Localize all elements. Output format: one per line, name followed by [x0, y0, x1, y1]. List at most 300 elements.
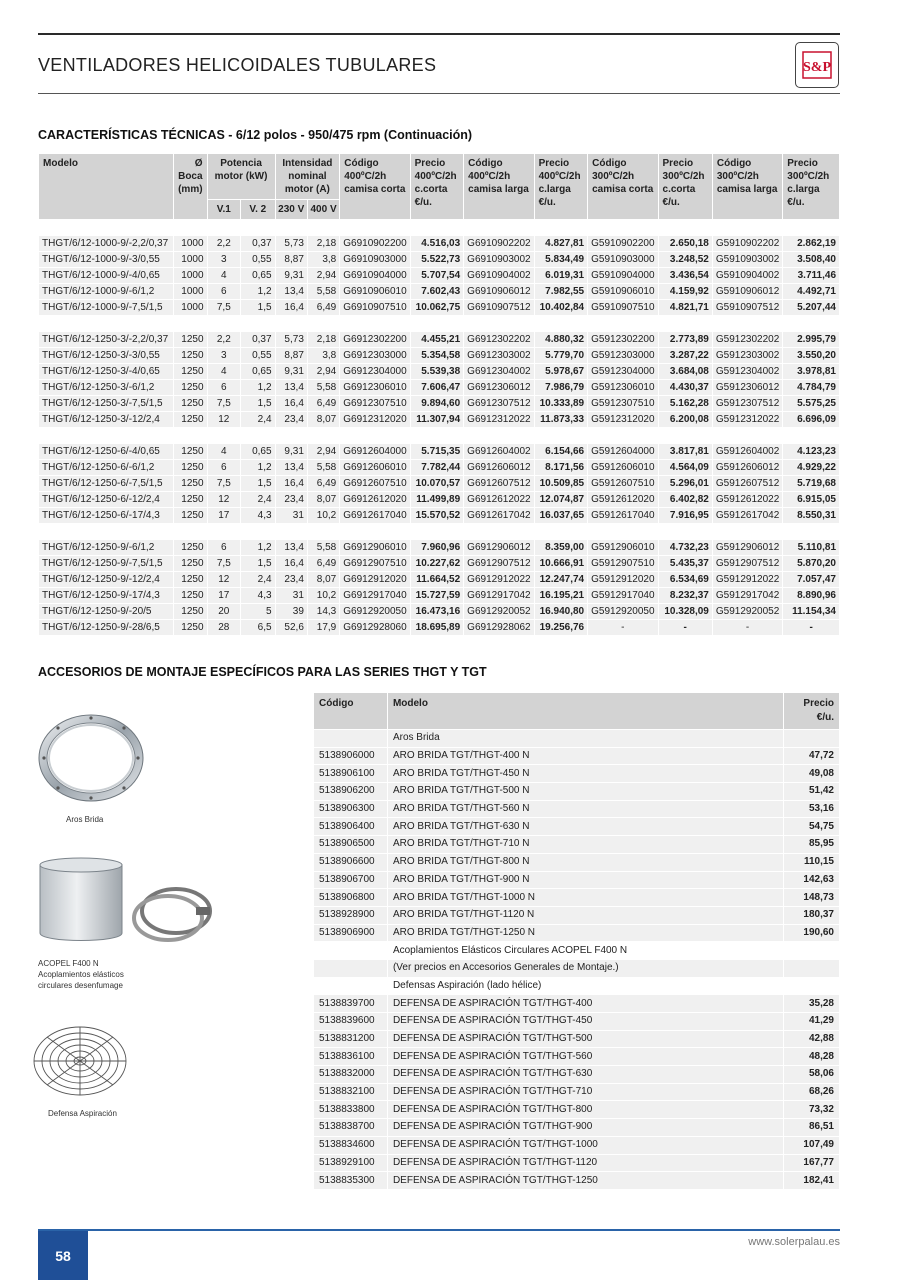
- cell-i230: 9,31: [275, 444, 307, 460]
- cell-codigo: 5138836100: [314, 1048, 388, 1066]
- cell-precio: 42,88: [784, 1030, 840, 1048]
- cell-codigo-300-corta: G5910903000: [588, 252, 658, 268]
- cell-precio-400-corta: 10.062,75: [410, 300, 464, 316]
- cell-i230: 13,4: [275, 380, 307, 396]
- table-row: [314, 836, 840, 854]
- cell-codigo-300-corta: G5912306010: [588, 380, 658, 396]
- cell-codigo-300-larga: G5912307512: [712, 396, 782, 412]
- cell-v2: 0,55: [241, 348, 275, 364]
- cell-boca: 1250: [173, 572, 207, 588]
- cell-modelo: ARO BRIDA TGT/THGT-1250 N: [387, 924, 783, 942]
- cell-precio-400-corta: 7.960,96: [410, 540, 464, 556]
- cell-i230: 23,4: [275, 492, 307, 508]
- cell-precio-300-larga: 8.890,96: [783, 588, 840, 604]
- cell-v1: 2,2: [207, 332, 241, 348]
- cell-v2: 1,2: [241, 540, 275, 556]
- cell-modelo: THGT/6/12-1250-9/-20/5: [39, 604, 174, 620]
- cell-i400: 3,8: [307, 348, 339, 364]
- cell-modelo: THGT/6/12-1250-3/-12/2,4: [39, 412, 174, 428]
- table-row: [39, 604, 840, 620]
- cell-codigo-400-corta: G6912912020: [340, 572, 410, 588]
- caption-defensa: Defensa Aspiración: [48, 1109, 117, 1118]
- cell-codigo-300-corta: G5912920050: [588, 604, 658, 620]
- table-row: [314, 783, 840, 801]
- cell-precio-400-corta: 10.070,57: [410, 476, 464, 492]
- cell-v1: 3: [207, 348, 241, 364]
- cell-codigo-400-larga: G6912306012: [464, 380, 534, 396]
- cell-codigo-400-corta: G6912906010: [340, 540, 410, 556]
- cell-i230: 16,4: [275, 556, 307, 572]
- cell-modelo: ARO BRIDA TGT/THGT-560 N: [387, 800, 783, 818]
- cell-modelo: DEFENSA DE ASPIRACIÓN TGT/THGT-500: [387, 1030, 783, 1048]
- cell-precio: 51,42: [784, 783, 840, 801]
- defensa-aspiracion-image: [30, 1022, 130, 1105]
- cell-codigo-400-corta: G6910904000: [340, 268, 410, 284]
- cell-precio-300-corta: 8.232,37: [658, 588, 712, 604]
- cell-precio-300-larga: -: [783, 620, 840, 636]
- cell-codigo-400-corta: G6912306010: [340, 380, 410, 396]
- table-row: [314, 747, 840, 765]
- cell-codigo-300-corta: G5912617040: [588, 508, 658, 524]
- cell-codigo: 5138832100: [314, 1083, 388, 1101]
- cell-i400: 2,94: [307, 268, 339, 284]
- cell-i400: 6,49: [307, 396, 339, 412]
- cell-i400: 5,58: [307, 460, 339, 476]
- cell-precio: 180,37: [784, 906, 840, 924]
- cell-v2: 2,4: [241, 572, 275, 588]
- cell-precio: 49,08: [784, 765, 840, 783]
- cell-empty: [784, 977, 840, 995]
- cell-modelo: ARO BRIDA TGT/THGT-500 N: [387, 783, 783, 801]
- cell-precio: 190,60: [784, 924, 840, 942]
- cell-v1: 17: [207, 588, 241, 604]
- cell-v2: 0,65: [241, 364, 275, 380]
- cell-precio: 85,95: [784, 836, 840, 854]
- cell-v1: 17: [207, 508, 241, 524]
- cell-codigo-300-larga: G5910906012: [712, 284, 782, 300]
- cell-codigo-300-corta: G5912303000: [588, 348, 658, 364]
- cell-precio-400-larga: 6.019,31: [534, 268, 588, 284]
- cell-modelo: THGT/6/12-1250-3/-4/0,65: [39, 364, 174, 380]
- cell-precio: 68,26: [784, 1083, 840, 1101]
- cell-i230: 13,4: [275, 460, 307, 476]
- cell-codigo-400-larga: G6912617042: [464, 508, 534, 524]
- cell-codigo-400-corta: G6912920050: [340, 604, 410, 620]
- cell-codigo: 5138906700: [314, 871, 388, 889]
- cell-i400: 3,8: [307, 252, 339, 268]
- cell-modelo: ARO BRIDA TGT/THGT-400 N: [387, 747, 783, 765]
- cell-codigo-400-corta: G6912606010: [340, 460, 410, 476]
- cell-i400: 8,07: [307, 412, 339, 428]
- cell-v2: 0,37: [241, 332, 275, 348]
- table-row: [314, 1154, 840, 1172]
- cell-codigo-300-corta: G5910904000: [588, 268, 658, 284]
- note-row: [314, 942, 840, 960]
- cell-codigo: 5138831200: [314, 1030, 388, 1048]
- cell-codigo-300-corta: G5912304000: [588, 364, 658, 380]
- cell-v1: 12: [207, 572, 241, 588]
- cell-codigo-400-larga: G6912302202: [464, 332, 534, 348]
- brand-logo: [795, 42, 839, 88]
- cell-modelo: THGT/6/12-1250-6/-6/1,2: [39, 460, 174, 476]
- section-title-specs: CARACTERÍSTICAS TÉCNICAS - 6/12 polos - 950/475 rpm (Continuación): [38, 128, 473, 142]
- cell-modelo: THGT/6/12-1250-3/-2,2/0,37: [39, 332, 174, 348]
- cell-codigo-300-corta: G5912906010: [588, 540, 658, 556]
- cell-codigo-300-corta: G5912606010: [588, 460, 658, 476]
- cell-v2: 4,3: [241, 508, 275, 524]
- table-row: [39, 300, 840, 316]
- cell-modelo: DEFENSA DE ASPIRACIÓN TGT/THGT-400: [387, 995, 783, 1013]
- cell-precio-300-corta: 3.684,08: [658, 364, 712, 380]
- cell-i400: 5,58: [307, 380, 339, 396]
- cell-empty: [784, 959, 840, 977]
- cell-codigo: 5138906000: [314, 747, 388, 765]
- cell-i400: 2,18: [307, 332, 339, 348]
- cell-boca: 1250: [173, 556, 207, 572]
- cell-i230: 23,4: [275, 572, 307, 588]
- cell-codigo-400-corta: G6912917040: [340, 588, 410, 604]
- cell-codigo-400-larga: G6912303002: [464, 348, 534, 364]
- caption-aros-brida: Aros Brida: [66, 815, 104, 824]
- cell-i400: 17,9: [307, 620, 339, 636]
- note-row: [314, 977, 840, 995]
- cell-v2: 2,4: [241, 412, 275, 428]
- col-precio-400-corta: Precio 400ºC/2h c.corta €/u.: [410, 154, 464, 220]
- cell-codigo-400-corta: G6912304000: [340, 364, 410, 380]
- cell-v2: 0,37: [241, 236, 275, 252]
- cell-i230: 8,87: [275, 348, 307, 364]
- cell-i400: 2,18: [307, 236, 339, 252]
- cell-v1: 12: [207, 492, 241, 508]
- cell-codigo: 5138834600: [314, 1136, 388, 1154]
- cell-i230: 16,4: [275, 476, 307, 492]
- cell-codigo-400-corta: G6912302200: [340, 332, 410, 348]
- cell-precio-400-corta: 18.695,89: [410, 620, 464, 636]
- cell-codigo-300-corta: G5912307510: [588, 396, 658, 412]
- cell-codigo: 5138928900: [314, 906, 388, 924]
- cell-precio-300-larga: 5.575,25: [783, 396, 840, 412]
- cell-codigo-300-corta: G5912907510: [588, 556, 658, 572]
- cell-v1: 4: [207, 268, 241, 284]
- col-intensidad: Intensidad nominal motor (A): [275, 154, 340, 200]
- cell-precio-400-corta: 4.516,03: [410, 236, 464, 252]
- cell-precio-400-larga: 8.359,00: [534, 540, 588, 556]
- cell-precio-300-corta: 4.430,37: [658, 380, 712, 396]
- table-row: [314, 1030, 840, 1048]
- cell-i400: 8,07: [307, 492, 339, 508]
- table-row: [314, 818, 840, 836]
- cell-v1: 7,5: [207, 476, 241, 492]
- cell-precio-400-corta: 15.727,59: [410, 588, 464, 604]
- cell-precio-400-corta: 11.664,52: [410, 572, 464, 588]
- cell-v1: 7,5: [207, 300, 241, 316]
- cell-precio-400-corta: 5.707,54: [410, 268, 464, 284]
- cell-v2: 0,65: [241, 268, 275, 284]
- cell-precio-300-corta: 5.162,28: [658, 396, 712, 412]
- cell-v1: 28: [207, 620, 241, 636]
- cell-empty: [314, 730, 388, 748]
- cell-precio-300-larga: 8.550,31: [783, 508, 840, 524]
- cell-precio-300-larga: 3.711,46: [783, 268, 840, 284]
- cell-modelo: DEFENSA DE ASPIRACIÓN TGT/THGT-450: [387, 1013, 783, 1031]
- table-row: [39, 364, 840, 380]
- table-row: [39, 476, 840, 492]
- table-row: [314, 1083, 840, 1101]
- cell-codigo-300-larga: G5912906012: [712, 540, 782, 556]
- cell-codigo-400-larga: G6912312022: [464, 412, 534, 428]
- cell-codigo-400-larga: G6912906012: [464, 540, 534, 556]
- cell-v2: 4,3: [241, 588, 275, 604]
- table-row: [314, 1119, 840, 1137]
- cell-precio-300-larga: 5.719,68: [783, 476, 840, 492]
- cell-subheader: (Ver precios en Accesorios Generales de Montaje.): [387, 959, 783, 977]
- cell-modelo: THGT/6/12-1250-9/-6/1,2: [39, 540, 174, 556]
- cell-codigo-300-corta: G5912607510: [588, 476, 658, 492]
- cell-codigo-400-larga: G6912917042: [464, 588, 534, 604]
- table-row: [314, 1172, 840, 1190]
- col-codigo-300-larga: Código 300ºC/2h camisa larga: [712, 154, 782, 220]
- cell-precio-400-corta: 5.354,58: [410, 348, 464, 364]
- cell-modelo: THGT/6/12-1000-9/-6/1,2: [39, 284, 174, 300]
- cell-modelo: THGT/6/12-1250-3/-3/0,55: [39, 348, 174, 364]
- cell-boca: 1250: [173, 412, 207, 428]
- cell-codigo-300-larga: G5912312022: [712, 412, 782, 428]
- cell-precio-300-corta: 4.564,09: [658, 460, 712, 476]
- cell-codigo-300-larga: G5912304002: [712, 364, 782, 380]
- cell-codigo-300-corta: G5912604000: [588, 444, 658, 460]
- cell-precio-300-corta: 6.402,82: [658, 492, 712, 508]
- cell-precio: 41,29: [784, 1013, 840, 1031]
- cell-precio: 35,28: [784, 995, 840, 1013]
- cell-v1: 6: [207, 284, 241, 300]
- cell-precio-400-larga: 10.666,91: [534, 556, 588, 572]
- cell-precio-300-larga: 11.154,34: [783, 604, 840, 620]
- aro-brida-image: [36, 700, 146, 815]
- cell-i400: 6,49: [307, 556, 339, 572]
- cell-precio-300-corta: 3.817,81: [658, 444, 712, 460]
- cell-codigo-400-larga: G6912606012: [464, 460, 534, 476]
- table-row: [39, 508, 840, 524]
- cell-i230: 16,4: [275, 396, 307, 412]
- cell-precio-400-larga: 7.982,55: [534, 284, 588, 300]
- cell-modelo: THGT/6/12-1250-6/-12/2,4: [39, 492, 174, 508]
- cell-v1: 7,5: [207, 556, 241, 572]
- table-row: [39, 412, 840, 428]
- cell-modelo: THGT/6/12-1250-9/-12/2,4: [39, 572, 174, 588]
- table-row: [314, 1013, 840, 1031]
- cell-boca: 1250: [173, 476, 207, 492]
- col-precio-300-larga: Precio 300ºC/2h c.larga €/u.: [783, 154, 840, 220]
- cell-empty: [314, 959, 388, 977]
- cell-modelo: THGT/6/12-1250-3/-6/1,2: [39, 380, 174, 396]
- cell-precio-300-larga: 5.207,44: [783, 300, 840, 316]
- cell-precio-300-larga: 5.870,20: [783, 556, 840, 572]
- cell-modelo: THGT/6/12-1250-3/-7,5/1,5: [39, 396, 174, 412]
- cell-precio-300-larga: 4.784,79: [783, 380, 840, 396]
- cell-codigo-300-corta: G5912302200: [588, 332, 658, 348]
- cell-precio: 73,32: [784, 1101, 840, 1119]
- cell-v2: 0,65: [241, 444, 275, 460]
- cell-i230: 13,4: [275, 540, 307, 556]
- cell-codigo-400-larga: G6912304002: [464, 364, 534, 380]
- cell-boca: 1250: [173, 380, 207, 396]
- cell-precio-400-larga: 10.333,89: [534, 396, 588, 412]
- cell-boca: 1250: [173, 604, 207, 620]
- cell-v1: 3: [207, 252, 241, 268]
- subheader-row: [314, 730, 840, 748]
- cell-i230: 5,73: [275, 332, 307, 348]
- cell-codigo-400-corta: G6912617040: [340, 508, 410, 524]
- table-row: [39, 348, 840, 364]
- table-row: [314, 853, 840, 871]
- cell-codigo: 5138906800: [314, 889, 388, 907]
- cell-codigo-400-corta: G6910906010: [340, 284, 410, 300]
- cell-codigo: 5138906200: [314, 783, 388, 801]
- cell-codigo-400-larga: G6910904002: [464, 268, 534, 284]
- cell-precio-300-larga: 6.915,05: [783, 492, 840, 508]
- cell-codigo-300-larga: G5912920052: [712, 604, 782, 620]
- col-modelo: Modelo: [387, 693, 783, 730]
- cell-precio-300-larga: 2.862,19: [783, 236, 840, 252]
- cell-precio-400-larga: 10.402,84: [534, 300, 588, 316]
- cell-i400: 8,07: [307, 572, 339, 588]
- cell-boca: 1000: [173, 284, 207, 300]
- cell-codigo-400-larga: G6912307512: [464, 396, 534, 412]
- cell-i400: 14,3: [307, 604, 339, 620]
- cell-precio-400-larga: 16.940,80: [534, 604, 588, 620]
- cell-precio-300-larga: 7.057,47: [783, 572, 840, 588]
- table-row: [314, 906, 840, 924]
- cell-modelo: DEFENSA DE ASPIRACIÓN TGT/THGT-1120: [387, 1154, 783, 1172]
- cell-precio-300-corta: 6.200,08: [658, 412, 712, 428]
- subheader-row: [314, 959, 840, 977]
- cell-precio-300-corta: 4.159,92: [658, 284, 712, 300]
- cell-modelo: ARO BRIDA TGT/THGT-630 N: [387, 818, 783, 836]
- cell-precio-400-corta: 5.522,73: [410, 252, 464, 268]
- cell-precio-400-larga: 12.074,87: [534, 492, 588, 508]
- group-spacer: [39, 220, 840, 236]
- cell-i230: 13,4: [275, 284, 307, 300]
- cell-precio-400-larga: 5.978,67: [534, 364, 588, 380]
- cell-modelo: THGT/6/12-1250-6/-17/4,3: [39, 508, 174, 524]
- col-modelo: Modelo: [39, 154, 174, 220]
- cell-precio-300-corta: -: [658, 620, 712, 636]
- table-row: [39, 380, 840, 396]
- cell-precio-300-corta: 5.435,37: [658, 556, 712, 572]
- table-row: [39, 332, 840, 348]
- cell-codigo: 5138839600: [314, 1013, 388, 1031]
- cell-precio-400-larga: 5.779,70: [534, 348, 588, 364]
- cell-modelo: THGT/6/12-1250-9/-7,5/1,5: [39, 556, 174, 572]
- cell-boca: 1000: [173, 236, 207, 252]
- cell-v2: 6,5: [241, 620, 275, 636]
- cell-precio-400-larga: 16.195,21: [534, 588, 588, 604]
- cell-codigo-300-larga: G5912306012: [712, 380, 782, 396]
- cell-modelo: ARO BRIDA TGT/THGT-450 N: [387, 765, 783, 783]
- cell-codigo-400-larga: G6912907512: [464, 556, 534, 572]
- cell-codigo: 5138906400: [314, 818, 388, 836]
- cell-precio-300-corta: 6.534,69: [658, 572, 712, 588]
- cell-precio-300-larga: 6.696,09: [783, 412, 840, 428]
- cell-boca: 1000: [173, 300, 207, 316]
- table-row: [314, 1136, 840, 1154]
- cell-v2: 1,2: [241, 460, 275, 476]
- cell-v1: 6: [207, 380, 241, 396]
- footer-url: www.solerpalau.es: [748, 1236, 840, 1248]
- cell-codigo-300-larga: G5912907512: [712, 556, 782, 572]
- cell-boca: 1250: [173, 332, 207, 348]
- cell-precio-300-corta: 5.296,01: [658, 476, 712, 492]
- specs-table-body: [39, 220, 840, 636]
- col-codigo-300-corta: Código 300ºC/2h camisa corta: [588, 154, 658, 220]
- cell-precio-300-corta: 2.773,89: [658, 332, 712, 348]
- cell-precio-300-corta: 7.916,95: [658, 508, 712, 524]
- cell-codigo-300-larga: G5912912022: [712, 572, 782, 588]
- cell-precio-300-larga: 5.110,81: [783, 540, 840, 556]
- cell-modelo: THGT/6/12-1000-9/-4/0,65: [39, 268, 174, 284]
- cell-modelo: DEFENSA DE ASPIRACIÓN TGT/THGT-560: [387, 1048, 783, 1066]
- table-row: [39, 540, 840, 556]
- cell-precio-400-larga: 16.037,65: [534, 508, 588, 524]
- accessories-table-body: [314, 730, 840, 1190]
- cell-precio-300-larga: 4.929,22: [783, 460, 840, 476]
- cell-codigo-400-larga: G6910903002: [464, 252, 534, 268]
- cell-boca: 1000: [173, 268, 207, 284]
- table-row: [39, 444, 840, 460]
- cell-precio-300-corta: 3.436,54: [658, 268, 712, 284]
- cell-codigo-400-corta: G6910903000: [340, 252, 410, 268]
- cell-precio-400-corta: 7.602,43: [410, 284, 464, 300]
- cell-boca: 1250: [173, 364, 207, 380]
- cell-v2: 5: [241, 604, 275, 620]
- cell-boca: 1250: [173, 444, 207, 460]
- cell-v2: 1,2: [241, 380, 275, 396]
- cell-modelo: ARO BRIDA TGT/THGT-1000 N: [387, 889, 783, 907]
- cell-precio-400-corta: 7.606,47: [410, 380, 464, 396]
- cell-precio: 48,28: [784, 1048, 840, 1066]
- cell-modelo: ARO BRIDA TGT/THGT-710 N: [387, 836, 783, 854]
- cell-codigo-300-corta: G5912312020: [588, 412, 658, 428]
- cell-precio: 142,63: [784, 871, 840, 889]
- cell-precio-400-larga: 8.171,56: [534, 460, 588, 476]
- cell-i230: 8,87: [275, 252, 307, 268]
- cell-v1: 4: [207, 364, 241, 380]
- cell-modelo: ARO BRIDA TGT/THGT-800 N: [387, 853, 783, 871]
- cell-codigo-300-larga: G5910903002: [712, 252, 782, 268]
- acopel-image: [36, 853, 216, 958]
- caption-acopel-title: ACOPEL F400 N: [38, 959, 99, 968]
- cell-codigo-400-larga: G6912920052: [464, 604, 534, 620]
- cell-precio-400-corta: 16.473,16: [410, 604, 464, 620]
- col-230v: 230 V: [275, 200, 307, 220]
- cell-v1: 6: [207, 460, 241, 476]
- cell-i230: 52,6: [275, 620, 307, 636]
- cell-boca: 1000: [173, 252, 207, 268]
- table-row: [314, 1101, 840, 1119]
- cell-v1: 7,5: [207, 396, 241, 412]
- caption-acopel-desc1: Acoplamientos elásticos: [38, 970, 124, 979]
- cell-codigo-300-larga: G5910904002: [712, 268, 782, 284]
- cell-codigo-400-corta: G6912303000: [340, 348, 410, 364]
- cell-codigo: 5138906600: [314, 853, 388, 871]
- cell-codigo-400-corta: G6910907510: [340, 300, 410, 316]
- cell-precio-400-larga: 4.880,32: [534, 332, 588, 348]
- cell-i400: 6,49: [307, 476, 339, 492]
- col-codigo: Código: [314, 693, 388, 730]
- cell-precio-400-corta: 5.715,35: [410, 444, 464, 460]
- cell-modelo: THGT/6/12-1000-9/-3/0,55: [39, 252, 174, 268]
- cell-precio-400-corta: 7.782,44: [410, 460, 464, 476]
